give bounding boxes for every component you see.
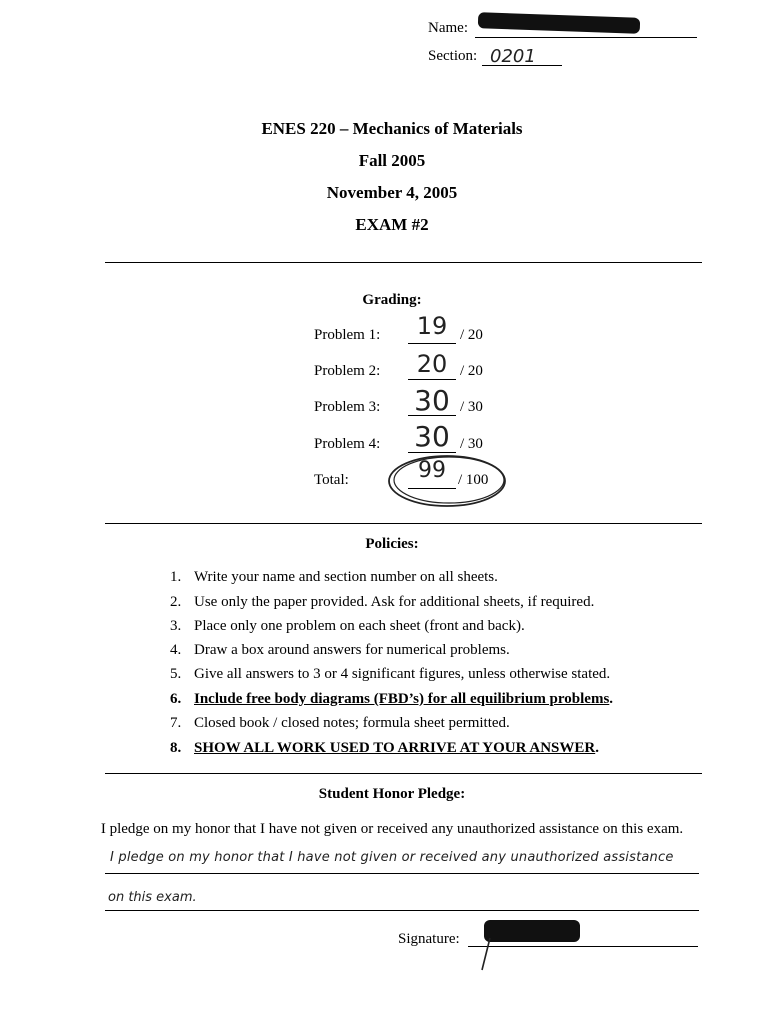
problem-2-label: Problem 2: xyxy=(314,363,381,379)
handwritten-pledge-line-2: on this exam. xyxy=(108,890,197,905)
exam-number: EXAM #2 xyxy=(355,215,429,234)
problem-3-label: Problem 3: xyxy=(314,399,381,415)
pledge-line-2 xyxy=(105,910,699,911)
problem-1-label: Problem 1: xyxy=(314,327,381,343)
problem-3-score: 30 xyxy=(414,384,450,417)
pledge-heading: Student Honor Pledge: xyxy=(318,786,466,802)
name-line xyxy=(475,37,697,38)
problem-1-line xyxy=(408,343,456,344)
total-circle-mark xyxy=(385,452,510,510)
handwritten-pledge-line-1: I pledge on my honor that I have not given or received any unauthorized assistance xyxy=(110,850,674,865)
pledge-statement: I pledge on my honor that I have not given or received any unauthorized assistance on this exam. xyxy=(100,821,684,837)
policy-item: 3. Place only one problem on each sheet (front and back). xyxy=(170,618,525,634)
policy-item: 2. Use only the paper provided. Ask for additional sheets, if required. xyxy=(170,594,595,610)
policy-item: 1. Write your name and section number on all sheets. xyxy=(170,569,498,585)
section-label: Section: xyxy=(428,48,478,64)
divider-middle xyxy=(105,523,702,524)
signature-redaction xyxy=(484,920,580,942)
problem-1-max: / 20 xyxy=(460,327,483,343)
total-label: Total: xyxy=(314,472,349,488)
name-redaction xyxy=(478,12,640,34)
policy-item: 8. SHOW ALL WORK USED TO ARRIVE AT YOUR ANSWER. xyxy=(170,740,599,756)
name-label: Name: xyxy=(428,20,468,36)
divider-top xyxy=(105,262,702,263)
problem-3-line xyxy=(408,415,456,416)
problem-4-score: 30 xyxy=(414,420,450,453)
problem-3-max: / 30 xyxy=(460,399,483,415)
policy-item: 6. Include free body diagrams (FBD’s) for all equilibrium problems. xyxy=(170,691,614,707)
problem-1-score: 19 xyxy=(416,312,448,340)
policy-item: 5. Give all answers to 3 or 4 significant figures, unless otherwise stated. xyxy=(170,666,611,682)
policy-item: 4. Draw a box around answers for numerical problems. xyxy=(170,642,510,658)
total-max: / 100 xyxy=(458,472,489,488)
problem-2-score: 20 xyxy=(416,350,448,378)
section-value: 0201 xyxy=(490,46,536,67)
signature-label: Signature: xyxy=(398,931,460,947)
pledge-line-1 xyxy=(105,873,699,874)
signature-line xyxy=(468,946,698,947)
term-title: Fall 2005 xyxy=(358,151,426,170)
grading-heading: Grading: xyxy=(362,292,422,308)
problem-2-line xyxy=(408,379,456,380)
total-score: 99 xyxy=(418,458,446,483)
signature-stroke-mark xyxy=(476,936,496,972)
problem-2-max: / 20 xyxy=(460,363,483,379)
policy-item: 7. Closed book / closed notes; formula sheet permitted. xyxy=(170,715,510,731)
divider-bottom xyxy=(105,773,702,774)
course-title: ENES 220 – Mechanics of Materials xyxy=(261,119,523,138)
problem-4-max: / 30 xyxy=(460,436,483,452)
policies-heading: Policies: xyxy=(365,536,419,552)
exam-date: November 4, 2005 xyxy=(326,183,458,202)
problem-4-label: Problem 4: xyxy=(314,436,381,452)
